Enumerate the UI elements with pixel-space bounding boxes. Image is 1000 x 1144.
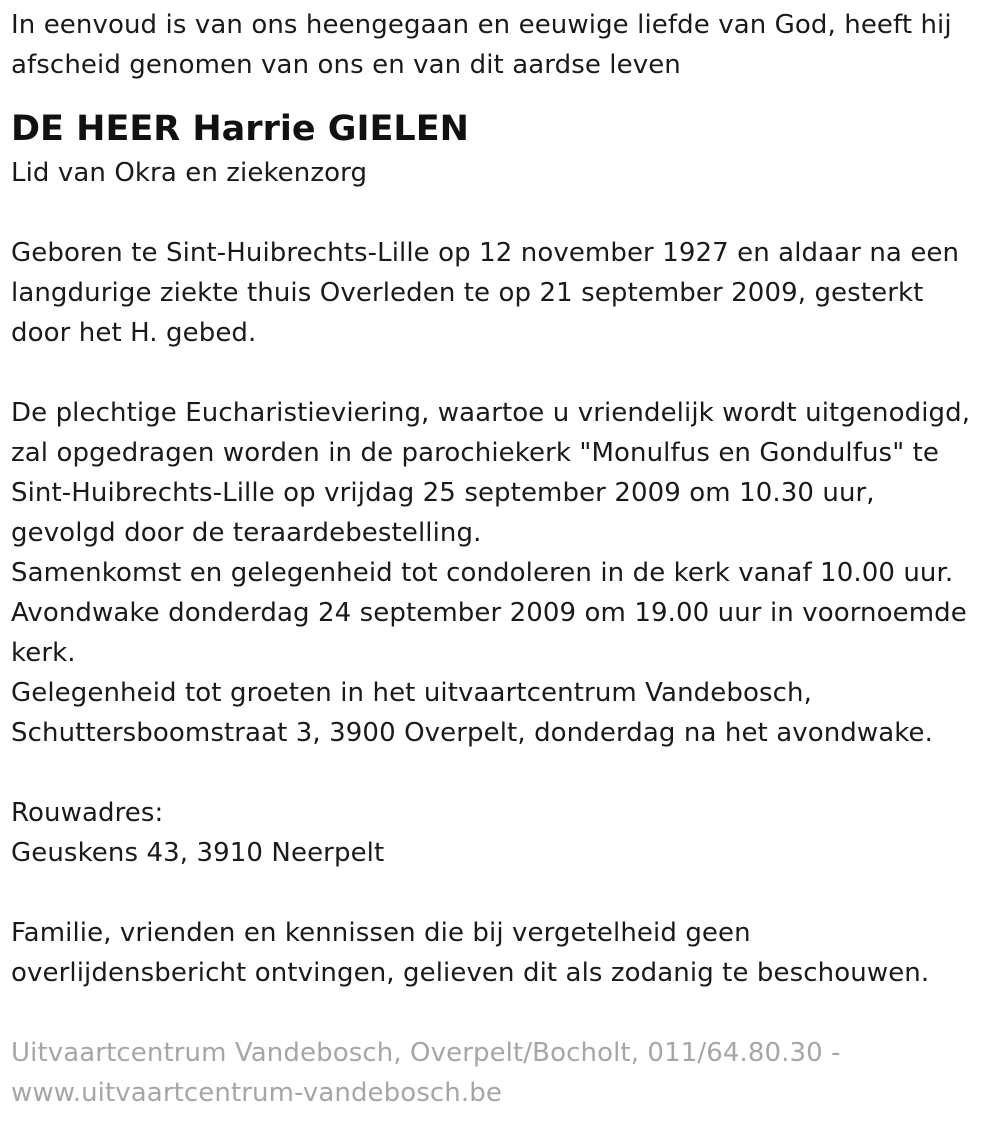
birth-death-text: Geboren te Sint-Huibrechts-Lille op 12 november 1927 en aldaar na een langdurige ziekte thuis Overleden te op 21 september 2009, gesterkt door het H. gebed. (11, 238, 960, 348)
mourning-address (11, 793, 1000, 873)
ceremony-text: De plechtige Eucharistieviering, waartoe u vriendelijk wordt uitgenodigd, zal opgedragen worden in de parochiekerk "Monulfus en Gondulfus" te Sint-Huibrechts-Lille op vrijdag 25 september 2009 om 10.30 uur, gevolgd door de teraardebestelling. Samenkomst en gelegenheid tot condoleren in de kerk vanaf 10.00 uur. Avondwake donderdag 24 september 2009 om 19.00 uur in voornoemde kerk. Gelegenheid tot groeten in het uitvaartcentrum Vandebosch, Schuttersboomstraat 3, 3900 Overpelt, donderdag na het avondwake. (11, 398, 971, 748)
address-label: Rouwadres: (11, 798, 164, 828)
notice-text: Familie, vrienden en kennissen die bij vergetelheid geen overlijdensbericht ontvingen, gelieven dit als zodanig te beschouwen. (11, 918, 930, 988)
address-value: Geuskens 43, 3910 Neerpelt (11, 838, 385, 868)
funeral-home-footer: Uitvaartcentrum Vandebosch, Overpelt/Bocholt, 011/64.80.30 - www.uitvaartcentrum-vandebosch.be (11, 1038, 841, 1108)
intro-text: In eenvoud is van ons heengegaan en eeuwige liefde van God, heeft hij afscheid genomen van ons en van dit aardse leven (11, 10, 952, 80)
deceased-name: DE HEER Harrie GIELEN (11, 109, 469, 149)
membership-text: Lid van Okra en ziekenzorg (11, 158, 368, 188)
